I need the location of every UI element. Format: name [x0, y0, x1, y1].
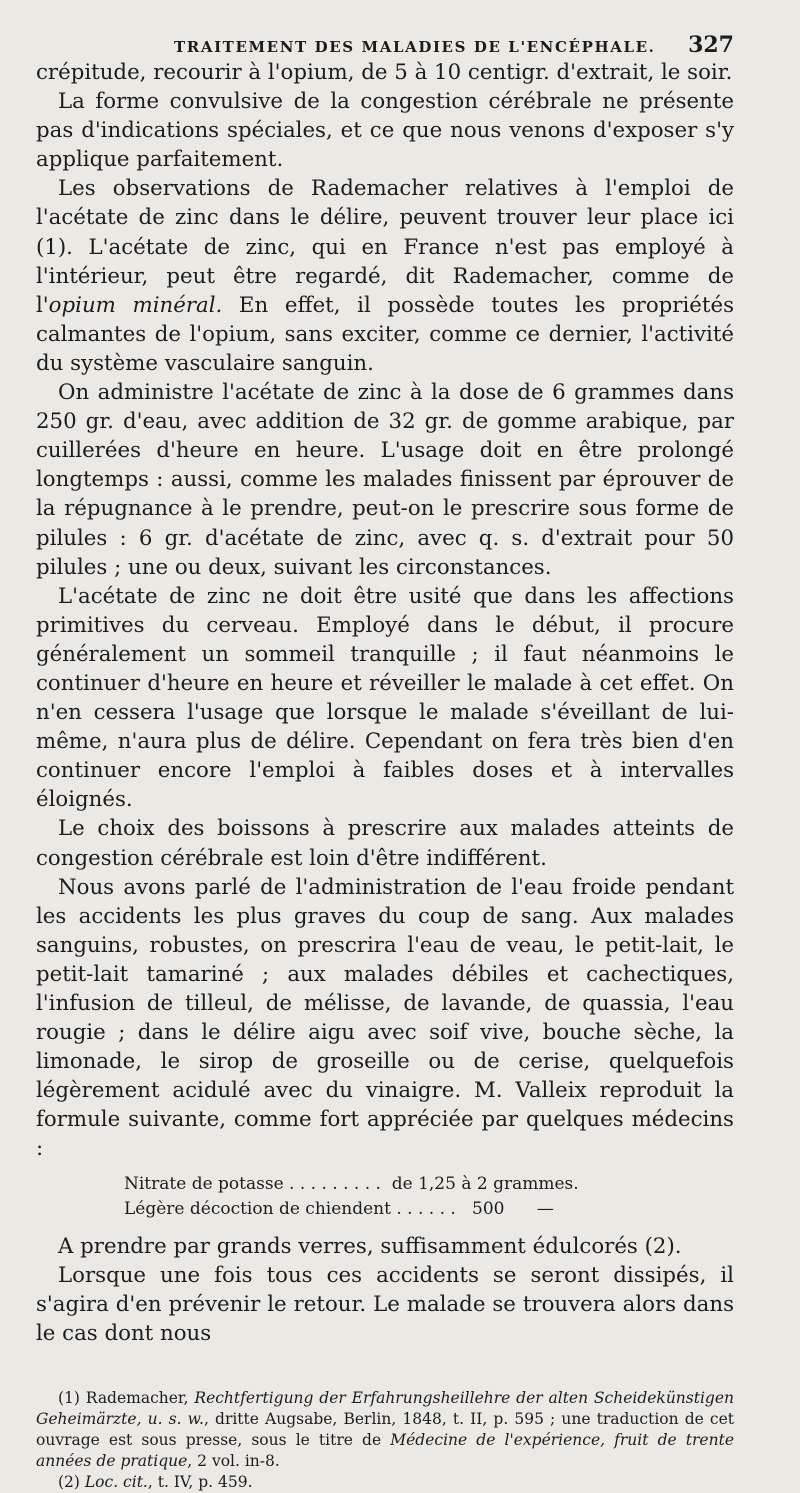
prescription-formula	[124, 1172, 734, 1222]
body-text	[36, 58, 734, 1348]
paragraph: A prendre par grands verres, suffisamment édulcorés (2).	[58, 1233, 682, 1259]
emphasis-text: opium minéral.	[48, 292, 223, 318]
page-number: 327	[688, 32, 734, 58]
formula-row: Légère décoction de chiendent . . . . . . 500 —	[124, 1198, 554, 1219]
footnote-text: (1) Rademacher,	[58, 1388, 195, 1407]
footnotes	[36, 1388, 734, 1493]
footnote-text: , t. IV, p. 459.	[147, 1472, 253, 1491]
paragraph	[36, 174, 734, 378]
footnote-text: (2)	[58, 1472, 85, 1491]
paragraph: crépitude, recourir à l'opium, de 5 à 10 centigr. d'extrait, le soir.	[36, 60, 733, 85]
paragraph-text: En effet, il possède toutes les propriétés calmantes de l'opium, sans exciter, comme ce dernier, l'activité du système vasculaire sanguin.	[36, 292, 734, 376]
paragraph-text: Les observations de Rademacher relatives à l'emploi de l'acétate de zinc dans le délire, peuvent trouver leur place ici (1). L'acétate de zinc, qui en France n'est pas employé à l'intérieur, peut être regardé, dit Rademacher, comme de l'	[36, 176, 734, 318]
footnote-title: Médecine de l'expérience, fruit de trente années de pratique	[36, 1430, 734, 1470]
footnote	[36, 1388, 734, 1472]
running-head	[36, 28, 734, 58]
running-title: TRAITEMENT DES MALADIES DE L'ENCÉPHALE.	[174, 38, 656, 56]
footnote-title: Rechtfertigung der Erfahrungsheillehre der alten Scheidekünstigen Geheimärzte, u. s. w.	[36, 1388, 734, 1428]
formula-row: Nitrate de potasse . . . . . . . . . de 1,25 à 2 grammes.	[124, 1173, 579, 1194]
footnote	[36, 1472, 734, 1493]
footnote-text: , dritte Augsabe, Berlin, 1848, t. II, p. 595 ; une traduction de cet ouvrage est sous presse, sous le titre de	[36, 1409, 734, 1449]
paragraph: Lorsque une fois tous ces accidents se seront dissipés, il s'agira d'en prévenir le retour. Le malade se trouvera alors dans le cas dont nous	[36, 1262, 734, 1346]
footnote-title: Loc. cit.	[84, 1472, 148, 1491]
paragraph: La forme convulsive de la congestion cérébrale ne présente pas d'indications spéciales, et ce que nous venons d'exposer s'y applique parfaitement.	[36, 89, 734, 173]
paragraph: L'acétate de zinc ne doit être usité que dans les affections primitives du cerveau. Employé dans le début, il procure généralement un sommeil tranquille ; il faut néanmoins le continuer d'heure en heure et réveiller le malade à cet effet. On n'en cessera l'usage que lorsque le malade s'éveillant de lui-même, n'aura plus de délire. Cependant on fera très bien d'en continuer encore l'emploi à faibles doses et à intervalles éloignés.	[36, 583, 734, 813]
paragraph: Nous avons parlé de l'administration de l'eau froide pendant les accidents les plus graves du coup de sang. Aux malades sanguins, robustes, on prescrira l'eau de veau, le petit-lait, le petit-lait tamariné ; aux malades débiles et cachectiques, l'infusion de tilleul, de mélisse, de lavande, de quassia, l'eau rougie ; dans le délire aigu avec soif vive, bouche sèche, la limonade, le sirop de groseille ou de cerise, quelquefois légèrement acidulé avec du vinaigre. M. Valleix reproduit la formule suivante, comme fort appréciée par quelques médecins :	[36, 874, 734, 1162]
paragraph: Le choix des boissons à prescrire aux malades atteints de congestion cérébrale est loin d'être indifférent.	[36, 816, 734, 871]
paragraph: On administre l'acétate de zinc à la dose de 6 grammes dans 250 gr. d'eau, avec addition de 32 gr. de gomme arabique, par cuillerées d'heure en heure. L'usage doit en être prolongé longtemps : aussi, comme les malades finissent par éprouver de la répugnance à le prendre, peut-on le prescrire sous forme de pilules : 6 gr. d'acétate de zinc, avec q. s. d'extrait pour 50 pilules ; une ou deux, suivant les circonstances.	[36, 380, 734, 580]
footnote-text: , 2 vol. in-8.	[187, 1451, 280, 1470]
